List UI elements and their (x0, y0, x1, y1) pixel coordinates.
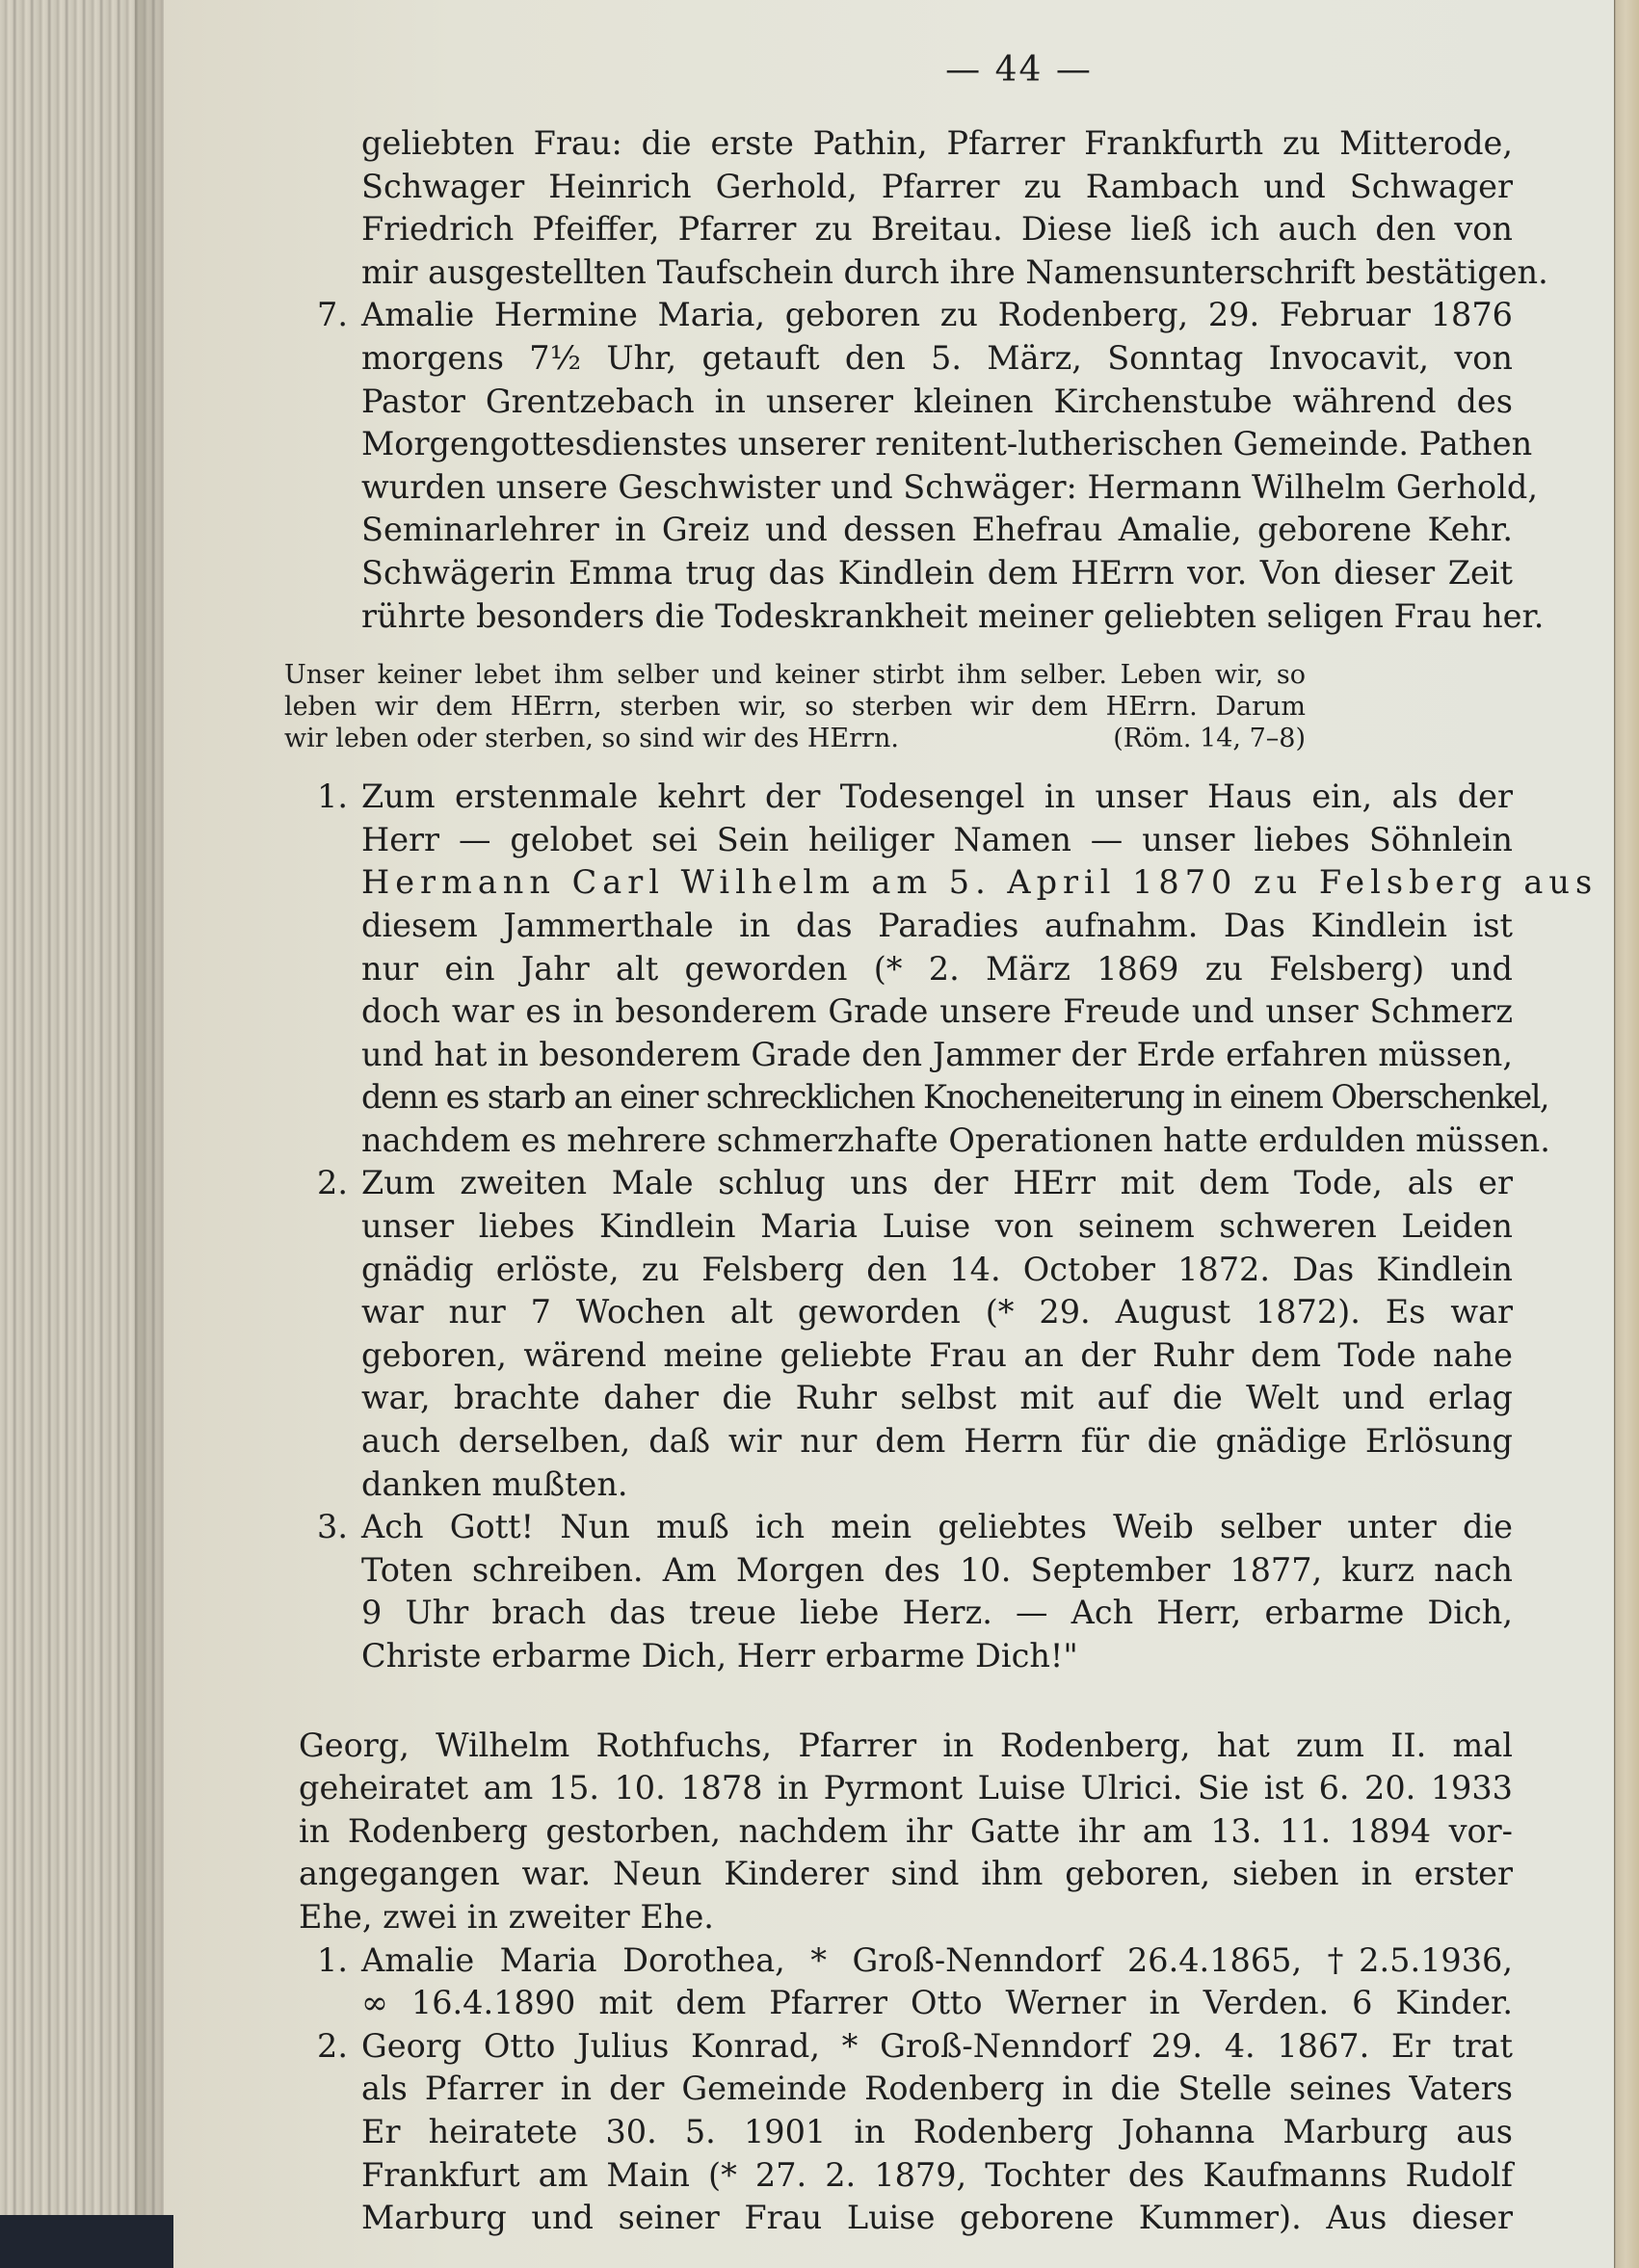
list-item-7 (317, 294, 1545, 638)
quote-line: leben wir dem HErrn, sterben wir, so sterben wir dem HErrn. Darum (284, 692, 1306, 723)
text-line: und hat in besonderem Grade den Jammer der Erde erfahren müssen, (361, 1035, 1513, 1073)
text-line: geboren, wärend meine geliebte Frau an der Ruhr dem Tode nahe (361, 1335, 1513, 1374)
text-line: mir ausgestellten Taufschein durch ihre Namensunterschrift bestätigen. (361, 252, 1548, 291)
page-content (284, 50, 1599, 2240)
text-line: Christe erbarme Dich, Herr erbarme Dich!" (361, 1637, 1078, 1675)
item-number: 1. (317, 778, 348, 816)
text-line: Toten schreiben. Am Morgen des 10. September 1877, kurz nach (361, 1550, 1513, 1589)
text-line: danken mußten. (361, 1464, 628, 1503)
death-item-1 (317, 776, 1599, 1162)
text-line: Schwägerin Emma trug das Kindlein dem HErrn vor. Von dieser Zeit (361, 553, 1513, 592)
text-line: auch derselben, daß wir nur dem Herrn für die gnädige Erlösung (361, 1422, 1513, 1461)
text-line: als Pfarrer in der Gemeinde Rodenberg in die Stelle seines Vaters (361, 2070, 1513, 2108)
text-line: nachdem es mehrere schmerzhafte Operationen hatte erdulden müssen. (361, 1121, 1550, 1159)
text-line: unser liebes Kindlein Maria Luise von seinem schweren Leiden (361, 1207, 1513, 1246)
text-line: Morgengottesdienstes unserer renitent-lutherischen Gemeinde. Pathen (361, 425, 1533, 463)
item-text (361, 1162, 1513, 1506)
text-line: morgens 7½ Uhr, getauft den 5. März, Sonntag Invocavit, von (361, 338, 1513, 377)
text-line: 9 Uhr brach das treue liebe Herz. — Ach Herr, erbarme Dich, (361, 1594, 1513, 1632)
text-line: Ach Gott! Nun muß ich mein geliebtes Weib selber unter die (361, 1508, 1513, 1546)
text-line: ∞ 16.4.1890 mit dem Pfarrer Otto Werner in Verden. 6 Kinder. (361, 1984, 1513, 2022)
item-text (361, 776, 1599, 1162)
text-line: wurden unsere Geschwister und Schwäger: Hermann Wilhelm Gerhold, (361, 467, 1538, 506)
item-number: 2. (317, 1164, 348, 1202)
item-text (361, 2025, 1513, 2240)
text-line: rührte besonders die Todeskrankheit meiner geliebten seligen Frau her. (361, 596, 1545, 635)
text-line: war, brachte daher die Ruhr selbst mit auf die Welt und erlag (361, 1379, 1513, 1417)
text-line: diesem Jammerthale in das Paradies aufnahm. Das Kindlein ist (361, 906, 1513, 944)
text-line: Herr — gelobet sei Sein heiliger Namen — unser liebes Söhnlein (361, 820, 1513, 858)
text-line: Frankfurt am Main (* 27. 2. 1879, Tochter des Kaufmanns Rudolf (361, 2155, 1513, 2194)
text-line: Amalie Hermine Maria, geboren zu Rodenberg, 29. Februar 1876 (361, 296, 1513, 334)
text-line: Friedrich Pfeiffer, Pfarrer zu Breitau. Diese ließ ich auch den von (361, 210, 1513, 249)
child-item-2 (317, 2025, 1513, 2240)
item-text (361, 1506, 1513, 1677)
quote-line: Unser keiner lebet ihm selber und keiner stirbt ihm selber. Leben wir, so (284, 660, 1306, 691)
text-line: doch war es in besonderem Grade unsere Freude und unser Schmerz (361, 992, 1513, 1031)
text-line: Georg Otto Julius Konrad, * Groß-Nenndorf 29. 4. 1867. Er trat (361, 2026, 1513, 2065)
text-line: in Rodenberg gestorben, nachdem ihr Gatte ihr am 13. 11. 1894 vor- (299, 1811, 1513, 1850)
page-number: — 44 — (945, 50, 1093, 90)
death-item-3 (317, 1506, 1513, 1677)
text-line: geliebten Frau: die erste Pathin, Pfarrer Frankfurth zu Mitterode, (361, 124, 1513, 162)
quote-text: wir leben oder sterben, so sind wir des HErrn. (284, 724, 899, 754)
text-line: nur ein Jahr alt geworden (* 2. März 1869 zu Felsberg) und (361, 949, 1513, 988)
item-number: 3. (317, 1508, 348, 1546)
text-line: gnädig erlöste, zu Felsberg den 14. October 1872. Das Kindlein (361, 1250, 1513, 1288)
death-item-2 (317, 1162, 1513, 1506)
text-line: Schwager Heinrich Gerhold, Pfarrer zu Rambach und Schwager (361, 167, 1513, 205)
text-line: Ehe, zwei in zweiter Ehe. (299, 1897, 714, 1936)
text-line: angegangen war. Neun Kinderer sind ihm geboren, sieben in erster (299, 1855, 1513, 1893)
continuation-paragraph (361, 122, 1548, 294)
section-gap (361, 1678, 1513, 1725)
text-line: Marburg und seiner Frau Luise geborene Kummer). Aus dieser (361, 2199, 1513, 2237)
item-number: 1. (317, 1940, 348, 1979)
text-line: Hermann Carl Wilhelm am 5. April 1870 zu Felsberg aus (361, 863, 1599, 902)
text-line: Georg, Wilhelm Rothfuchs, Pfarrer in Rodenberg, hat zum II. mal (299, 1726, 1513, 1764)
quote-reference: (Röm. 14, 7–8) (1113, 724, 1306, 754)
quote-line (284, 723, 1306, 754)
item-number: 2. (317, 2026, 348, 2065)
child-item-1 (317, 1939, 1513, 2025)
background-surface (0, 2215, 173, 2268)
bible-quote (284, 659, 1306, 754)
text-line: Amalie Maria Dorothea, * Groß-Nenndorf 26.4.1865, †2.5.1936, (361, 1940, 1513, 1979)
item-text (361, 1939, 1513, 2025)
item-text (361, 294, 1545, 638)
text-line: Seminarlehrer in Greiz und dessen Ehefrau Amalie, geborene Kehr. (361, 511, 1513, 549)
item-number: 7. (317, 296, 348, 334)
second-marriage-paragraph (299, 1725, 1513, 1939)
text-line: Zum erstenmale kehrt der Todesengel in unser Haus ein, als der (361, 778, 1513, 816)
text-line: geheiratet am 15. 10. 1878 in Pyrmont Luise Ulrici. Sie ist 6. 20. 1933 (299, 1769, 1513, 1807)
text-line: denn es starb an einer schrecklichen Knocheneiterung in einem Oberschenkel, (361, 1078, 1549, 1117)
text-line: Pastor Grentzebach in unserer kleinen Kirchenstube während des (361, 382, 1513, 420)
text-line: Er heiratete 30. 5. 1901 in Rodenberg Johanna Marburg aus (361, 2112, 1513, 2150)
right-page-edge (1614, 0, 1639, 2268)
text-line: war nur 7 Wochen alt geworden (* 29. August 1872). Es war (361, 1293, 1513, 1332)
text-line: Zum zweiten Male schlug uns der HErr mit dem Tode, als er (361, 1164, 1513, 1202)
